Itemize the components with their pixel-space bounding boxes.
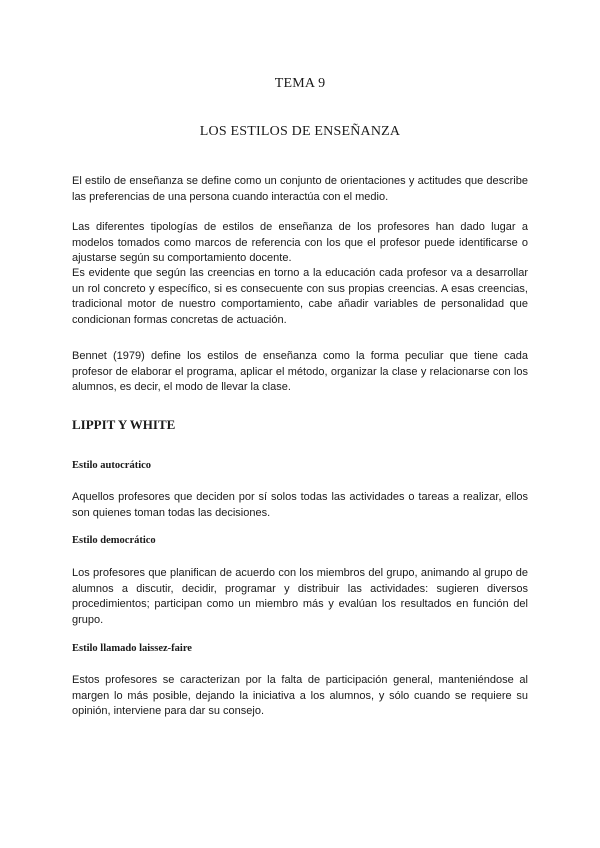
style-text-democratic: Los profesores que planifican de acuerdo con los miembros del grupo, animando al grupo de alumnos a discutir, decidir, programar y distribuir las actividades: sugieren diversos procedimientos; participan como un miembro más y evalúan los resultados en función del grupo. — [72, 567, 528, 626]
style-text-autocratic: Aquellos profesores que deciden por sí solos todas las actividades o tareas a realizar, ellos son quienes toman todas las decisiones. — [72, 491, 528, 519]
document-title: TEMA 9 — [274, 76, 326, 91]
style-text-laissez-faire: Estos profesores se caracterizan por la falta de participación general, manteniéndose al margen lo más posible, dejando la iniciativa a los alumnos, y sólo cuando se requiere su opinión, interviene para dar su consejo. — [72, 674, 528, 717]
section-heading: LIPPIT Y WHITE — [72, 417, 176, 432]
style-heading-autocratic: Estilo autocrático — [72, 460, 152, 471]
paragraph-definition: El estilo de enseñanza se define como un conjunto de orientaciones y actitudes que describe las preferencias de una persona cuando interactúa con el medio. — [72, 175, 528, 203]
style-heading-laissez-faire: Estilo llamado laissez-faire — [72, 643, 192, 654]
paragraph-bennet: Bennet (1979) define los estilos de enseñanza como la forma peculiar que tiene cada profesor de elaborar el programa, aplicar el método, organizar la clase y relacionarse con los alumnos, es decir, el modo de llevar la clase. — [72, 350, 528, 393]
paragraph-typologies: Las diferentes tipologías de estilos de enseñanza de los profesores han dado lugar a modelos tomados como marcos de referencia con los que el profesor puede identificarse o ajustarse según su comportamiento docente. — [72, 221, 528, 264]
paragraph-beliefs: Es evidente que según las creencias en torno a la educación cada profesor va a desarrollar un rol concreto y específico, si es consecuente con sus propias creencias. A esas creencias, tradicional motor de nuestro comportamiento, cabe añadir variables de personalidad que condicionan formas concretas de actuación. — [72, 267, 528, 326]
document-subtitle: LOS ESTILOS DE ENSEÑANZA — [199, 124, 401, 139]
style-heading-democratic: Estilo democrático — [72, 535, 156, 546]
